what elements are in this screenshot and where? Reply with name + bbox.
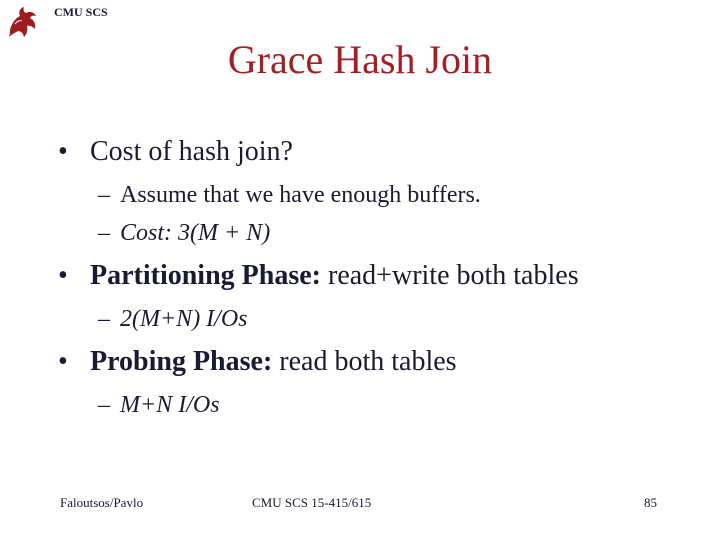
bullet-label: Probing Phase: <box>90 346 273 377</box>
footer-authors: Faloutsos/Pavlo <box>60 495 144 510</box>
sub-bullet-text: Cost: 3(M + N) <box>120 220 271 246</box>
bullet-marker: • <box>58 260 68 291</box>
bullet-cost <box>58 136 293 168</box>
footer-page-number: 85 <box>644 495 657 510</box>
brand-label: CMU SCS <box>54 5 108 19</box>
sub-bullet-text: Assume that we have enough buffers. <box>120 182 481 208</box>
dash-marker: – <box>98 392 110 418</box>
sub-bullet-text: M+N I/Os <box>120 392 220 418</box>
bullet-probing <box>58 346 457 378</box>
sub-bullet-probing-io <box>98 392 220 419</box>
bullet-label: Partitioning Phase: <box>90 260 321 291</box>
bullet-partitioning <box>58 260 579 292</box>
bullet-text: read+write both tables <box>328 260 579 291</box>
dash-marker: – <box>98 220 110 246</box>
footer-course: CMU SCS 15-415/615 <box>252 495 372 510</box>
sub-bullet-text: 2(M+N) I/Os <box>120 306 248 332</box>
bullet-text: Cost of hash join? <box>90 136 293 167</box>
sub-bullet-partitioning-io <box>98 306 248 333</box>
sub-bullet-cost-formula <box>98 220 270 247</box>
sub-bullet-assume <box>98 182 481 209</box>
dash-marker: – <box>98 306 110 332</box>
bullet-marker: • <box>58 346 68 377</box>
bullet-marker: • <box>58 136 68 167</box>
dash-marker: – <box>98 182 110 208</box>
bullet-text: read both tables <box>279 346 457 377</box>
slide-title: Grace Hash Join <box>227 37 493 82</box>
